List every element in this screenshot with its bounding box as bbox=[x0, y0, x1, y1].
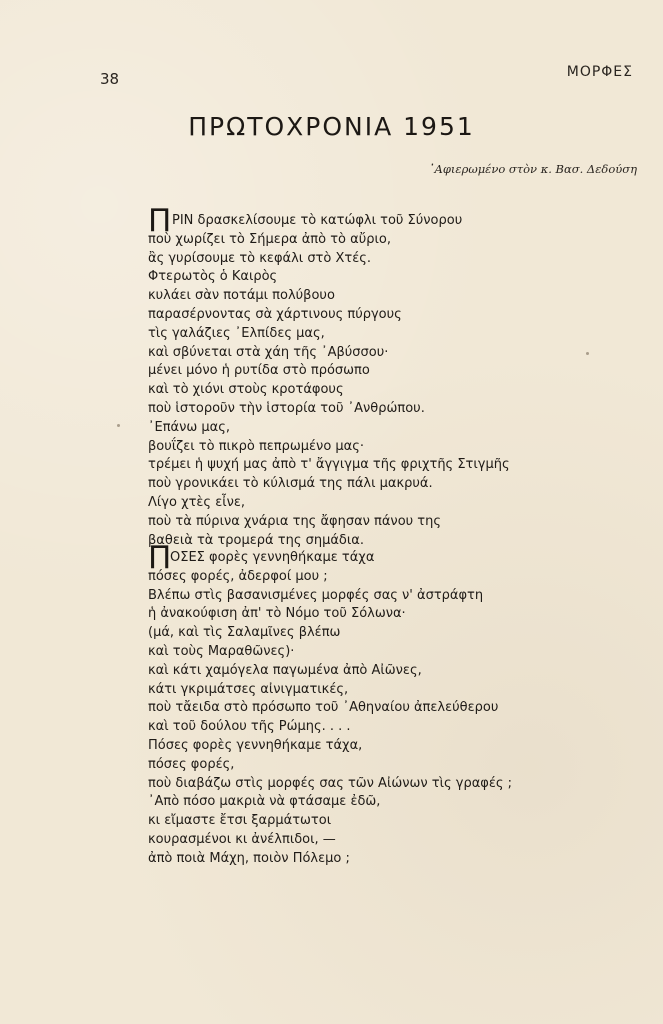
poem-line: ἡ ἀνακούφιση ἀπ' τὸ Νόμο τοῦ Σόλωνα· bbox=[148, 606, 406, 622]
poem-line: καὶ κάτι χαμόγελα παγωμένα ἀπὸ Αἰῶνες, bbox=[148, 662, 422, 678]
dedication: ᾿Αφιερωμένο στὸν κ. Βασ. Δεδούση bbox=[428, 162, 637, 176]
poem-title: ΠΡΩΤΟΧΡΟΝΙΑ 1951 bbox=[188, 112, 475, 141]
poem-line: καὶ σβύνεται στὰ χάη τῆς ᾿Αβύσσου· bbox=[148, 344, 389, 360]
poem-line: ποὺ τἄειδα στὸ πρόσωπο τοῦ ᾿Αθηναίου ἀπελεύθερου bbox=[148, 700, 499, 716]
drop-cap: Π bbox=[148, 540, 172, 576]
poem-line: (μά, καὶ τὶς Σαλαμῖνες βλέπω bbox=[148, 625, 341, 641]
poem-line: ποὺ χωρίζει τὸ Σήμερα ἀπὸ τὸ αὔριο, bbox=[148, 231, 391, 247]
poem-line: ᾿Επάνω μας, bbox=[148, 419, 230, 435]
poem-line: βαθειὰ τὰ τρομερά της σημάδια. bbox=[148, 532, 364, 548]
paper-speck bbox=[117, 424, 120, 427]
poem-line: βουΐζει τὸ πικρὸ πεπρωμένο μας· bbox=[148, 438, 365, 454]
poem-line: πόσες φορές, ἀδερφοί μου ; bbox=[148, 568, 328, 584]
poem-line: ᾿Απὸ πόσο μακριὰ νὰ φτάσαμε ἐδῶ, bbox=[148, 794, 381, 810]
poem-line: κυλάει σὰν ποτάμι πολύβουο bbox=[148, 288, 335, 304]
poem-line: καὶ τοὺς Μαραθῶνες)· bbox=[148, 643, 295, 659]
stanza-1 bbox=[148, 203, 510, 550]
poem-line: παρασέρνοντας σὰ χάρτινους πύργους bbox=[148, 306, 402, 322]
poem-line: τρέμει ἡ ψυχή μας ἀπὸ τ' ἄγγιγμα τῆς φριχτῆς Στιγμῆς bbox=[148, 457, 510, 473]
first-line-text: ΟΣΕΣ φορὲς γεννηθήκαμε τάχα bbox=[170, 550, 375, 565]
poem-line: Πόσες φορὲς γεννηθήκαμε τάχα, bbox=[148, 737, 363, 753]
poem-line: μένει μόνο ἡ ρυτίδα στὸ πρόσωπο bbox=[148, 363, 370, 379]
poem-line: καὶ τοῦ δούλου τῆς Ρώμης. . . . bbox=[148, 719, 351, 735]
first-line-text: ΡΙΝ δρασκελίσουμε τὸ κατώφλι τοῦ Σύνορου bbox=[172, 213, 463, 228]
paper-speck bbox=[586, 352, 589, 355]
poem-line: πόσες φορές, bbox=[148, 756, 235, 772]
running-head: ΜΟΡΦΕΣ bbox=[566, 64, 633, 80]
poem-line: κουρασμένοι κι ἀνέλπιδοι, — bbox=[148, 831, 336, 847]
poem-line: τὶς γαλάζιες ᾿Ελπίδες μας, bbox=[148, 325, 325, 341]
poem-line: ἀπὸ ποιὰ Μάχη, ποιὸν Πόλεμο ; bbox=[148, 850, 350, 866]
poem-line: καὶ τὸ χιόνι στοὺς κροτάφους bbox=[148, 382, 344, 398]
page-number: 38 bbox=[100, 70, 120, 88]
poem-line: ποὺ ἱστοροῦν τὴν ἱστορία τοῦ ᾿Ανθρώπου. bbox=[148, 400, 425, 416]
poem-line: Λίγο χτὲς εἶνε, bbox=[148, 494, 246, 510]
poem-line: ποὺ διαβάζω στὶς μορφές σας τῶν Αἰώνων τὶς γραφές ; bbox=[148, 775, 513, 791]
poem-line: Φτερωτὸς ὁ Καιρὸς bbox=[148, 269, 278, 285]
poem-line: κι εἴμαστε ἔτσι ξαρμάτωτοι bbox=[148, 813, 332, 829]
poem-line: ἂς γυρίσουμε τὸ κεφάλι στὸ Χτές. bbox=[148, 250, 371, 266]
poem-line: ποὺ γρονικάει τὸ κύλισμά της πάλι μακρυά. bbox=[148, 476, 433, 492]
poem-line: ποὺ τὰ πύρινα χνάρια της ἄφησαν πάνου της bbox=[148, 513, 441, 529]
drop-cap: Π bbox=[148, 203, 172, 239]
poem-line: κάτι γκριμάτσες αἰνιγματικές, bbox=[148, 681, 349, 697]
poem-line: Βλέπω στὶς βασανισμένες μορφές σας ν' ἀστράφτη bbox=[148, 587, 484, 603]
